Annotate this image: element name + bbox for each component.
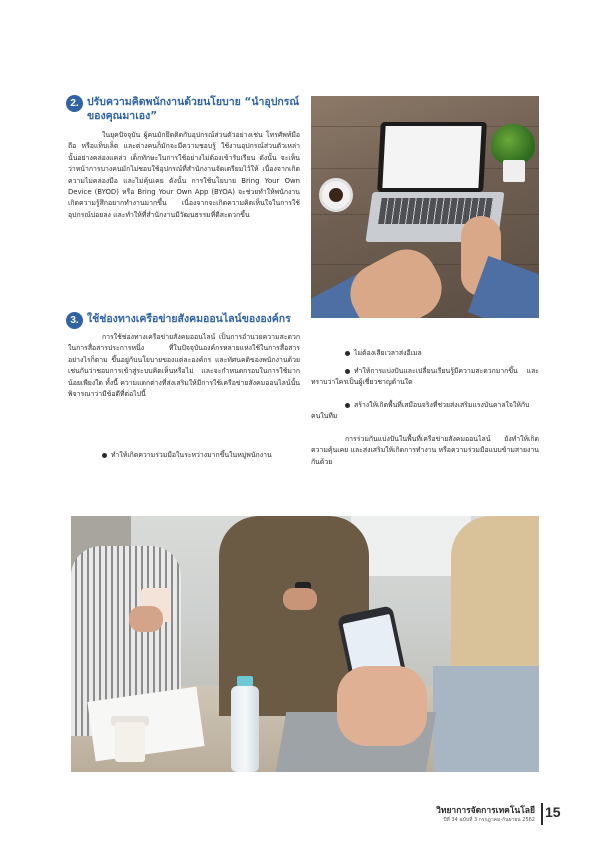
bullet-1-text: ทำให้เกิดความร่วมมือในระหว่างมากขึ้นในหมู่พนักงาน — [111, 451, 272, 459]
bullet-dot — [345, 351, 350, 356]
page-number: 15 — [545, 804, 561, 820]
bullet-item — [311, 348, 539, 359]
footer-divider — [541, 803, 543, 825]
section-3-paragraph — [68, 332, 300, 448]
issue-line: ปีที่ 34 ฉบับที่ 3 กรกฎาคม-กันยายน 2562 — [443, 817, 535, 823]
water-bottle-image — [231, 686, 259, 772]
section-2-body: ในยุคปัจจุบัน ผู้คนมักยึดติดกับอุปกรณ์ส่วนตัวอย่างเช่น โทรศัพท์มือถือ หรือแท็บเล็ต และต่างคนก็มักจะมีความชอบรู้ ใช้งานอุปกรณ์ส่วนตัวเหล่านั้นอย่างคล่องแคล่ว เด็กทักษะในการใช้อย่างไม่ต้องเข้ารับเรียน ดังนั้น จะเห็นว่าหน้าการบางคนมักไม่ชอบใช้อุปกรณ์ที่สำนักงานจัดเตรียมไว้ให้ เนื่องจากเกิดความไม่คล่องมือ และไม่คุ้นเคย ดังนั้น การใช้นโยบาย Bring Your Own Device (BYOD) หรือ Bring Your Own App (BYOA) จะช่วยทำให้พนักงานเกิดความรู้สึกอยากทำงานมากขึ้น เนื่องจากจะเกิดความคิดเห็นใจในการใช้อุปกรณ์บ่อยลง และทำให้ที่สำนักงานมีวัฒนธรรมที่ดีสะดวกขึ้น — [68, 131, 300, 219]
bullet-2-text: ไม่ต้องเสียเวลาส่งอีเมล — [354, 349, 422, 357]
section-3-heading — [66, 312, 306, 329]
bullet-dot — [345, 369, 350, 374]
laptop-image — [377, 122, 487, 192]
section-2-title — [87, 95, 299, 123]
section-number-badge: 2. — [66, 95, 83, 112]
plant-image — [491, 124, 535, 164]
section-2-heading — [66, 95, 306, 123]
journal-title: วิทยาการจัดการเทคโนโลยี — [436, 806, 535, 816]
section-2-title-line2: ของคุณมาเอง” — [87, 110, 158, 122]
bullet-3-text: ทำให้การแบ่งปันและเปลี่ยนเรียนรู้มีความสะดวกมากขึ้น และทราบว่าใครเป็นผู้เชี่ยวชาญด้านใด — [311, 367, 539, 387]
bullet-item — [311, 366, 539, 389]
bullet-item — [68, 450, 300, 461]
section-3-closing-text: การร่วมกันแบ่งปันในพื้นที่เครือข่ายสังคมออนไลน์ ยังทำให้เกิดความคุ้นเคย และส่งเสริมให้เกิดการทำงาน หรือความร่วมมือแบบข้ามสายงานกันด้วย — [311, 435, 539, 466]
section-number-badge: 3. — [66, 312, 83, 329]
section-2-paragraph — [68, 130, 300, 298]
bullet-dot — [345, 403, 350, 408]
bullet-dot — [102, 453, 107, 458]
laptop-photo — [311, 96, 539, 318]
bullet-4-text: สร้างให้เกิดพื้นที่เสมือนจริงที่ช่วยส่งเสริมแรงบันดาลใจให้กับคนในทีม — [311, 401, 530, 421]
section-3-body: การใช้ช่องทางเครือข่ายสังคมออนไลน์ เป็นการอำนวยความสะดวกในการสื่อสารประการหนึ่ง ที่ในปัจจุบันองค์กรหลายแห่งใช้ในการสื่อสาร อย่างไรก็ตาม ขึ้นอยู่กับนโยบายของแต่ละองค์กร และทัศนคติของพนักงานด้วยเช่นกันว่าชอบการเข้าสู่ระบบคิดเห็นหรือไม่ และจะกำหนดกรอบในการใช้มากน้อยเพียงใด ทั้งนี้ ความแตกต่างที่ส่งเสริมให้มีการใช้เครือข่ายสังคมออนไลน์นั้น พิจารณาว่ามีข้อดีที่ต่อไปนี้ — [68, 333, 300, 399]
office-photo — [71, 516, 539, 772]
section-2-title-line1: ปรับความคิดพนักงานด้วยนโยบาย “นำอุปกรณ์ — [87, 96, 300, 108]
section-3-title: ใช้ช่องทางเครือข่ายสังคมออนไลน์ขององค์กร — [87, 313, 291, 325]
bullet-item — [311, 400, 539, 423]
section-3-closing — [311, 434, 539, 468]
coffee-cup-image — [319, 178, 353, 212]
